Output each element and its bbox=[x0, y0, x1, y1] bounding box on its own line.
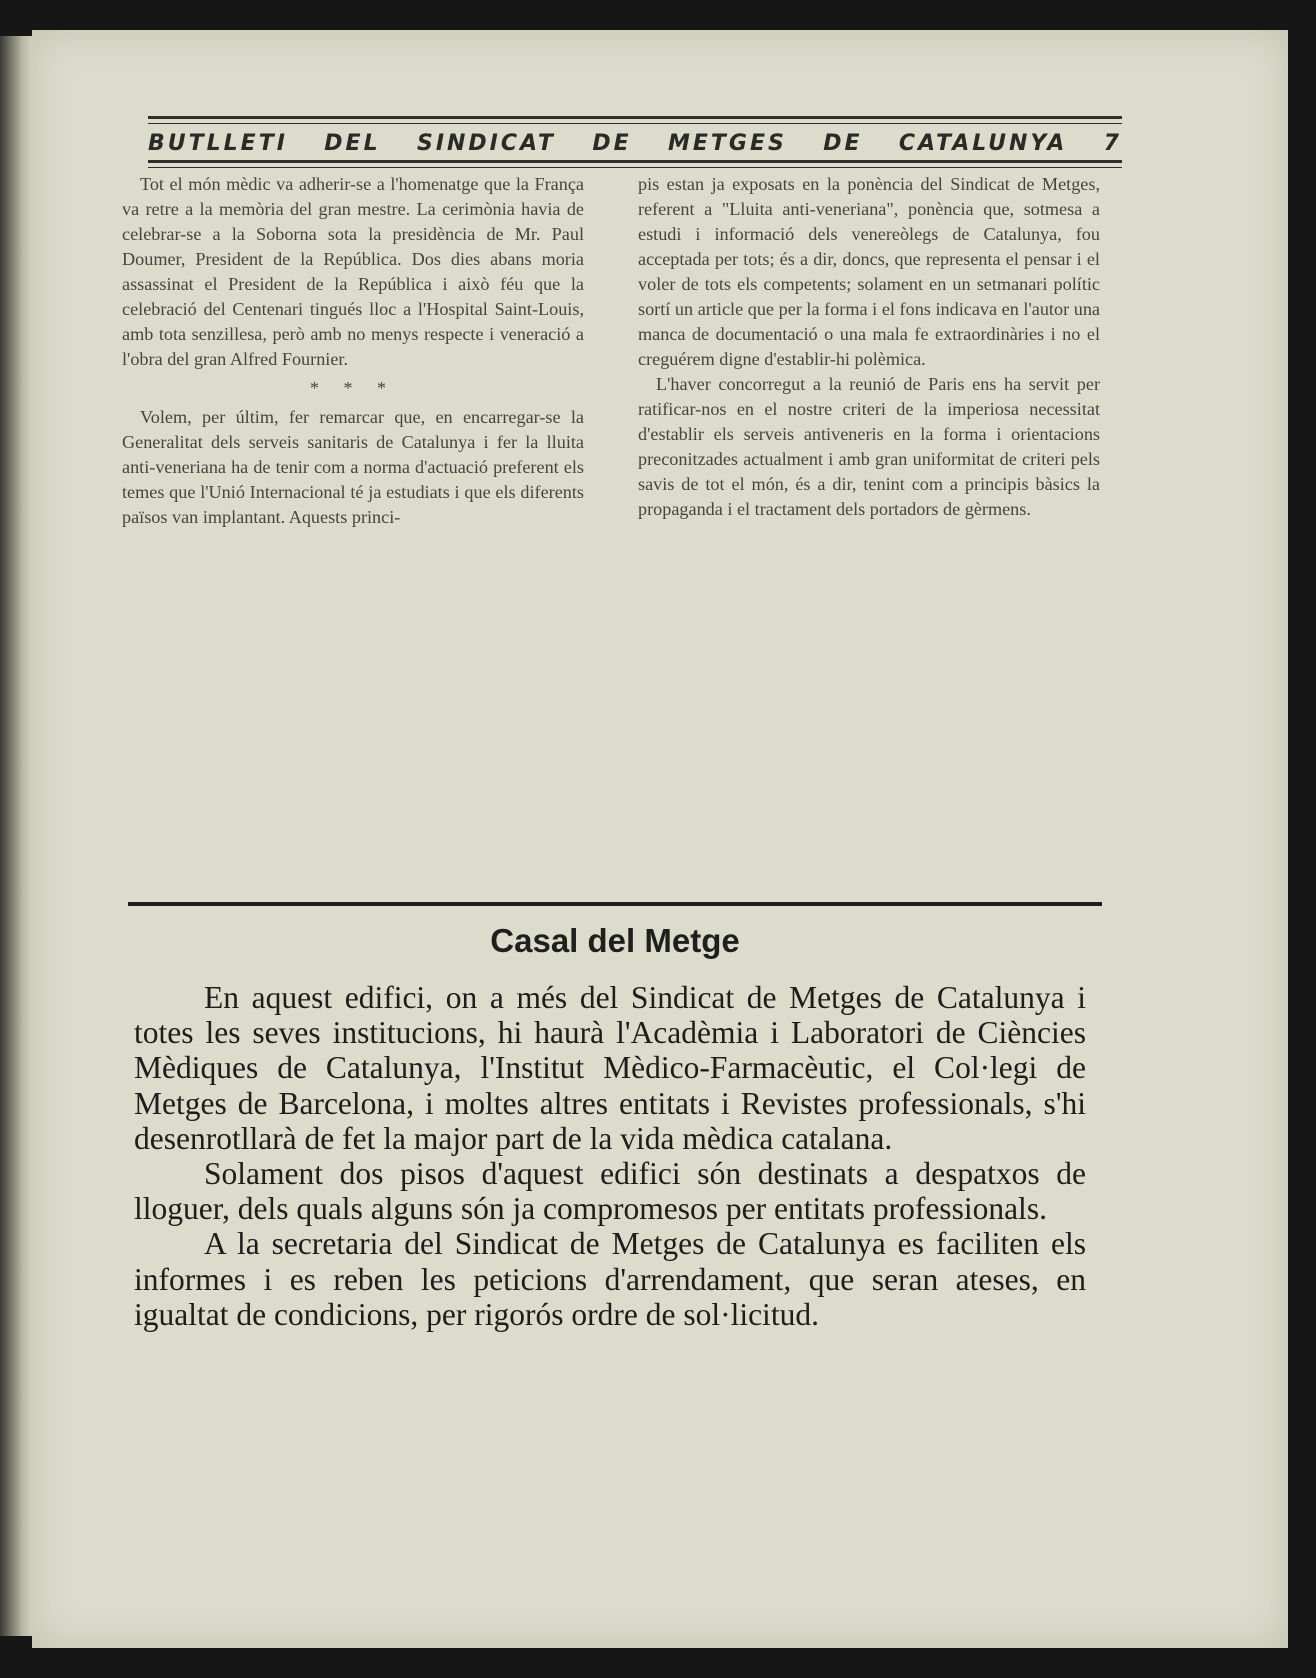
section-separator: * * * bbox=[310, 378, 396, 398]
header-word: BUTLLETI bbox=[148, 130, 288, 156]
header-word: DE bbox=[592, 130, 632, 156]
page-number: 7 bbox=[1103, 130, 1122, 156]
advert-paragraph: En aquest edifici, on a més del Sindicat de Metges de Catalunya i totes les seves institucions, hi haurà l'Acadèmia i Laboratori de Ciències Mèdiques de Catalunya, l'Institut Mèdico-Farmacèutic, el Col·legi de Metges de Barcelona, i moltes altres entitats i Revistes professionals, s'hi desenrotllarà de fet la major part de la vida mèdica catalana. bbox=[134, 980, 1086, 1156]
header-word: SINDICAT bbox=[416, 130, 556, 156]
header-rule-top-thin bbox=[148, 123, 1122, 124]
advert-rule bbox=[128, 902, 1102, 906]
article-left-column bbox=[122, 172, 584, 530]
article-right-column bbox=[638, 172, 1100, 530]
header-word: DEL bbox=[324, 130, 381, 156]
header-word: CATALUNYA bbox=[898, 130, 1068, 156]
article-paragraph: Tot el món mèdic va adherir-se a l'homenatge que la França va retre a la memòria del gran mestre. La cerimònia havia de celebrar-se a la Soborna sota la presidència de Mr. Paul Doumer, President de la República. Dos dies abans moria assassinat el President de la República i això féu que la celebració del Centenari tingués lloc a l'Hospital Saint-Louis, amb tota senzillesa, però amb no menys respecte i veneració a l'obra del gran Alfred Fournier. bbox=[122, 174, 584, 369]
running-header bbox=[148, 128, 1122, 158]
book-spine bbox=[0, 36, 32, 1636]
header-rule-bottom-thin bbox=[148, 167, 1122, 168]
header-word: METGES bbox=[667, 130, 787, 156]
advert-body bbox=[134, 980, 1086, 1332]
article-columns bbox=[122, 172, 1100, 530]
article-paragraph: pis estan ja exposats en la ponència del Sindicat de Metges, referent a "Lluita anti-veneriana", ponència que, sotmesa a estudi i informació dels venereòlegs de Catalunya, fou acceptada per tots; és a dir, doncs, que representa el pensar i el voler de tots els competents; solament en un setmanari polític sortí un article que per la forma i el fons indicava en l'autor una manca de documentació o una mala fe extraordinàries i no el creguérem digne d'establir-hi polèmica. bbox=[638, 174, 1100, 369]
article-paragraph: Volem, per últim, fer remarcar que, en encarregar-se la Generalitat dels serveis sanitaris de Catalunya i fer la lluita anti-veneriana ha de tenir com a norma d'actuació preferent els temes que l'Unió Internacional té ja estudiats i que els diferents països van implantant. Aquests princi- bbox=[122, 407, 584, 527]
advert-paragraph: Solament dos pisos d'aquest edifici són destinats a despatxos de lloguer, dels quals alguns són ja compromesos per entitats professionals. bbox=[134, 1156, 1086, 1227]
header-rule-top bbox=[148, 116, 1122, 119]
header-word: DE bbox=[823, 130, 863, 156]
article-paragraph: L'haver concorregut a la reunió de Paris ens ha servit per ratificar-nos en el nostre criteri de la imperiosa necessitat d'establir els serveis antiveneris en la forma i orientacions preconitzades actualment i amb gran uniformitat de criteri pels savis de tot el món, és a dir, tenint com a principis bàsics la propaganda i el tractament dels portadors de gèrmens. bbox=[638, 374, 1100, 519]
advert-paragraph: A la secretaria del Sindicat de Metges de Catalunya es faciliten els informes i es reben les peticions d'arrendament, que seran ateses, en igualtat de condicions, per rigorós ordre de sol·licitud. bbox=[134, 1226, 1086, 1332]
advert-title: Casal del Metge bbox=[490, 922, 740, 959]
header-rule-bottom bbox=[148, 160, 1122, 163]
